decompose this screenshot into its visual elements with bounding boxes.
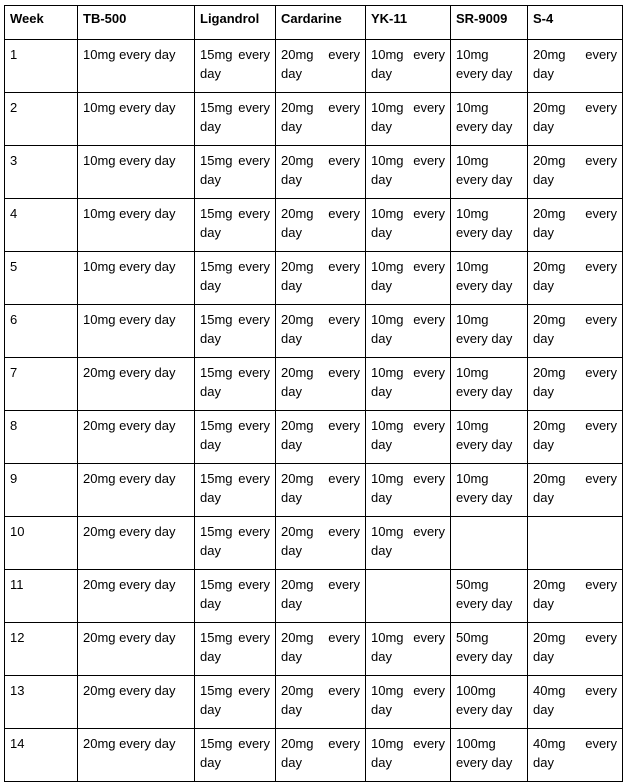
table-row xyxy=(5,676,623,729)
cell-text: 20mg every day xyxy=(281,524,360,558)
cell-text: 2 xyxy=(10,100,18,115)
tb-500-cell xyxy=(78,729,195,782)
cell-text: 10mg every day xyxy=(456,259,513,293)
cell-text: 15mg every day xyxy=(200,47,270,81)
cardarine-cell xyxy=(276,517,366,570)
cell-text: 15mg every day xyxy=(200,683,270,717)
ligandrol-cell xyxy=(195,517,276,570)
tb-500-cell xyxy=(78,40,195,93)
cell-text: 10mg every day xyxy=(456,312,513,346)
cell-text: 20mg every day xyxy=(83,471,176,486)
cardarine-cell xyxy=(276,199,366,252)
cardarine-cell xyxy=(276,146,366,199)
s-4-cell xyxy=(528,623,623,676)
sr-9009-cell xyxy=(451,517,528,570)
cell-text: 20mg every day xyxy=(533,312,617,346)
table-header xyxy=(5,6,623,40)
yk-11-cell xyxy=(366,517,451,570)
tb-500-cell xyxy=(78,464,195,517)
cell-text: 20mg every day xyxy=(281,630,360,664)
table-row xyxy=(5,93,623,146)
cell-text: 15mg every day xyxy=(200,577,270,611)
cell-text: 20mg every day xyxy=(281,683,360,717)
header-cardarine: Cardarine xyxy=(276,6,366,40)
ligandrol-cell xyxy=(195,676,276,729)
cell-text: 20mg every day xyxy=(83,418,176,433)
yk-11-cell xyxy=(366,729,451,782)
ligandrol-cell xyxy=(195,93,276,146)
tb-500-cell xyxy=(78,252,195,305)
cardarine-cell xyxy=(276,729,366,782)
tb-500-cell xyxy=(78,199,195,252)
cell-text: 10mg every day xyxy=(456,471,513,505)
cell-text: 9 xyxy=(10,471,18,486)
cell-text: 10mg every day xyxy=(456,153,513,187)
cell-text: 10mg every day xyxy=(371,365,445,399)
ligandrol-cell xyxy=(195,411,276,464)
cell-text: 10mg every day xyxy=(371,683,445,717)
cell-text: 20mg every day xyxy=(533,365,617,399)
cell-text: 20mg every day xyxy=(533,206,617,240)
cell-text: 10mg every day xyxy=(83,206,176,221)
cell-text: 20mg every day xyxy=(533,471,617,505)
table-row xyxy=(5,517,623,570)
week-cell xyxy=(5,358,78,411)
week-cell xyxy=(5,729,78,782)
table-row xyxy=(5,623,623,676)
cardarine-cell xyxy=(276,40,366,93)
table-body xyxy=(5,40,623,782)
cell-text: 20mg every day xyxy=(83,524,176,539)
cardarine-cell xyxy=(276,676,366,729)
cardarine-cell xyxy=(276,305,366,358)
tb-500-cell xyxy=(78,517,195,570)
week-cell xyxy=(5,93,78,146)
header-yk-11: YK-11 xyxy=(366,6,451,40)
ligandrol-cell xyxy=(195,199,276,252)
cell-text: 10mg every day xyxy=(83,47,176,62)
table-row xyxy=(5,40,623,93)
cell-text: 40mg every day xyxy=(533,683,617,717)
table-row xyxy=(5,464,623,517)
cell-text: 10mg every day xyxy=(371,312,445,346)
cardarine-cell xyxy=(276,464,366,517)
s-4-cell xyxy=(528,570,623,623)
cell-text: 20mg every day xyxy=(83,577,176,592)
cell-text: 50mg every day xyxy=(456,630,513,664)
cell-text: 20mg every day xyxy=(533,259,617,293)
cell-text: 15mg every day xyxy=(200,153,270,187)
table-row xyxy=(5,411,623,464)
cell-text: 5 xyxy=(10,259,18,274)
sr-9009-cell xyxy=(451,411,528,464)
cell-text: 20mg every day xyxy=(83,736,176,751)
cardarine-cell xyxy=(276,358,366,411)
cell-text: 10 xyxy=(10,524,25,539)
s-4-cell xyxy=(528,146,623,199)
table-row xyxy=(5,199,623,252)
sr-9009-cell xyxy=(451,305,528,358)
s-4-cell xyxy=(528,252,623,305)
yk-11-cell xyxy=(366,40,451,93)
s-4-cell xyxy=(528,729,623,782)
cell-text: 10mg every day xyxy=(456,206,513,240)
s-4-cell xyxy=(528,358,623,411)
cell-text: 20mg every day xyxy=(281,100,360,134)
table-row xyxy=(5,252,623,305)
week-cell xyxy=(5,411,78,464)
cell-text: 40mg every day xyxy=(533,736,617,770)
table-row xyxy=(5,305,623,358)
sr-9009-cell xyxy=(451,570,528,623)
table-row xyxy=(5,570,623,623)
sr-9009-cell xyxy=(451,464,528,517)
header-sr-9009: SR-9009 xyxy=(451,6,528,40)
cell-text: 20mg every day xyxy=(281,153,360,187)
cell-text: 20mg every day xyxy=(281,365,360,399)
header-tb-500: TB-500 xyxy=(78,6,195,40)
cell-text: 20mg every day xyxy=(533,418,617,452)
week-cell xyxy=(5,517,78,570)
ligandrol-cell xyxy=(195,305,276,358)
yk-11-cell xyxy=(366,252,451,305)
header-week: Week xyxy=(5,6,78,40)
yk-11-cell xyxy=(366,305,451,358)
header-ligandrol: Ligandrol xyxy=(195,6,276,40)
week-cell xyxy=(5,570,78,623)
ligandrol-cell xyxy=(195,464,276,517)
cell-text: 1 xyxy=(10,47,18,62)
cell-text: 10mg every day xyxy=(371,206,445,240)
cell-text: 20mg every day xyxy=(281,471,360,505)
sr-9009-cell xyxy=(451,676,528,729)
cardarine-cell xyxy=(276,252,366,305)
ligandrol-cell xyxy=(195,729,276,782)
sr-9009-cell xyxy=(451,93,528,146)
week-cell xyxy=(5,623,78,676)
cell-text: 20mg every day xyxy=(281,206,360,240)
cardarine-cell xyxy=(276,411,366,464)
cell-text: 13 xyxy=(10,683,25,698)
week-cell xyxy=(5,305,78,358)
cell-text: 15mg every day xyxy=(200,524,270,558)
yk-11-cell xyxy=(366,146,451,199)
week-cell xyxy=(5,676,78,729)
cell-text: 20mg every day xyxy=(281,418,360,452)
cell-text: 20mg every day xyxy=(83,365,176,380)
cell-text: 15mg every day xyxy=(200,736,270,770)
cell-text: 15mg every day xyxy=(200,630,270,664)
cell-text: 10mg every day xyxy=(371,259,445,293)
cell-text: 10mg every day xyxy=(456,365,513,399)
ligandrol-cell xyxy=(195,358,276,411)
cell-text: 20mg every day xyxy=(281,47,360,81)
yk-11-cell xyxy=(366,199,451,252)
cell-text: 10mg every day xyxy=(83,312,176,327)
sr-9009-cell xyxy=(451,729,528,782)
ligandrol-cell xyxy=(195,570,276,623)
cell-text: 15mg every day xyxy=(200,365,270,399)
cell-text: 20mg every day xyxy=(281,577,360,611)
cell-text: 20mg every day xyxy=(281,736,360,770)
s-4-cell xyxy=(528,517,623,570)
cell-text: 14 xyxy=(10,736,25,751)
cell-text: 10mg every day xyxy=(83,153,176,168)
cell-text: 6 xyxy=(10,312,18,327)
cell-text: 7 xyxy=(10,365,18,380)
sr-9009-cell xyxy=(451,146,528,199)
yk-11-cell xyxy=(366,623,451,676)
cell-text: 15mg every day xyxy=(200,471,270,505)
cell-text: 15mg every day xyxy=(200,418,270,452)
tb-500-cell xyxy=(78,93,195,146)
sr-9009-cell xyxy=(451,358,528,411)
sr-9009-cell xyxy=(451,623,528,676)
cell-text: 10mg every day xyxy=(456,100,513,134)
cell-text: 10mg every day xyxy=(371,524,445,558)
cell-text: 8 xyxy=(10,418,18,433)
cell-text: 10mg every day xyxy=(456,47,513,81)
cell-text: 50mg every day xyxy=(456,577,513,611)
header-s-4: S-4 xyxy=(528,6,623,40)
tb-500-cell xyxy=(78,676,195,729)
s-4-cell xyxy=(528,199,623,252)
ligandrol-cell xyxy=(195,623,276,676)
ligandrol-cell xyxy=(195,146,276,199)
sr-9009-cell xyxy=(451,199,528,252)
yk-11-cell xyxy=(366,358,451,411)
cardarine-cell xyxy=(276,570,366,623)
cell-text: 15mg every day xyxy=(200,206,270,240)
cell-text: 15mg every day xyxy=(200,312,270,346)
tb-500-cell xyxy=(78,570,195,623)
yk-11-cell xyxy=(366,570,451,623)
cell-text: 10mg every day xyxy=(371,100,445,134)
week-cell xyxy=(5,146,78,199)
yk-11-cell xyxy=(366,411,451,464)
cell-text: 20mg every day xyxy=(533,577,617,611)
cell-text: 20mg every day xyxy=(281,259,360,293)
s-4-cell xyxy=(528,676,623,729)
cell-text: 100mg every day xyxy=(456,683,513,717)
s-4-cell xyxy=(528,40,623,93)
cell-text: 3 xyxy=(10,153,18,168)
cell-text: 15mg every day xyxy=(200,100,270,134)
table-row xyxy=(5,358,623,411)
cell-text: 4 xyxy=(10,206,18,221)
dosage-schedule-table xyxy=(4,5,623,782)
table-row xyxy=(5,146,623,199)
tb-500-cell xyxy=(78,146,195,199)
cell-text: 10mg every day xyxy=(371,153,445,187)
cell-text: 100mg every day xyxy=(456,736,513,770)
table-row xyxy=(5,729,623,782)
s-4-cell xyxy=(528,411,623,464)
ligandrol-cell xyxy=(195,40,276,93)
s-4-cell xyxy=(528,305,623,358)
cell-text: 10mg every day xyxy=(371,630,445,664)
cell-text: 10mg every day xyxy=(371,47,445,81)
s-4-cell xyxy=(528,464,623,517)
sr-9009-cell xyxy=(451,40,528,93)
tb-500-cell xyxy=(78,623,195,676)
cell-text: 11 xyxy=(10,577,24,592)
yk-11-cell xyxy=(366,464,451,517)
s-4-cell xyxy=(528,93,623,146)
week-cell xyxy=(5,40,78,93)
cardarine-cell xyxy=(276,93,366,146)
week-cell xyxy=(5,464,78,517)
tb-500-cell xyxy=(78,305,195,358)
cell-text: 10mg every day xyxy=(371,418,445,452)
cell-text: 20mg every day xyxy=(83,683,176,698)
cell-text: 10mg every day xyxy=(456,418,513,452)
tb-500-cell xyxy=(78,358,195,411)
ligandrol-cell xyxy=(195,252,276,305)
cell-text: 20mg every day xyxy=(281,312,360,346)
header-row xyxy=(5,6,623,40)
cell-text: 20mg every day xyxy=(533,630,617,664)
cell-text: 20mg every day xyxy=(533,153,617,187)
yk-11-cell xyxy=(366,93,451,146)
sr-9009-cell xyxy=(451,252,528,305)
cell-text: 15mg every day xyxy=(200,259,270,293)
tb-500-cell xyxy=(78,411,195,464)
week-cell xyxy=(5,252,78,305)
cell-text: 20mg every day xyxy=(533,100,617,134)
cell-text: 20mg every day xyxy=(533,47,617,81)
cell-text: 20mg every day xyxy=(83,630,176,645)
cell-text: 12 xyxy=(10,630,25,645)
cell-text: 10mg every day xyxy=(371,471,445,505)
week-cell xyxy=(5,199,78,252)
cell-text: 10mg every day xyxy=(83,259,176,274)
cell-text: 10mg every day xyxy=(371,736,445,770)
cardarine-cell xyxy=(276,623,366,676)
yk-11-cell xyxy=(366,676,451,729)
cell-text: 10mg every day xyxy=(83,100,176,115)
